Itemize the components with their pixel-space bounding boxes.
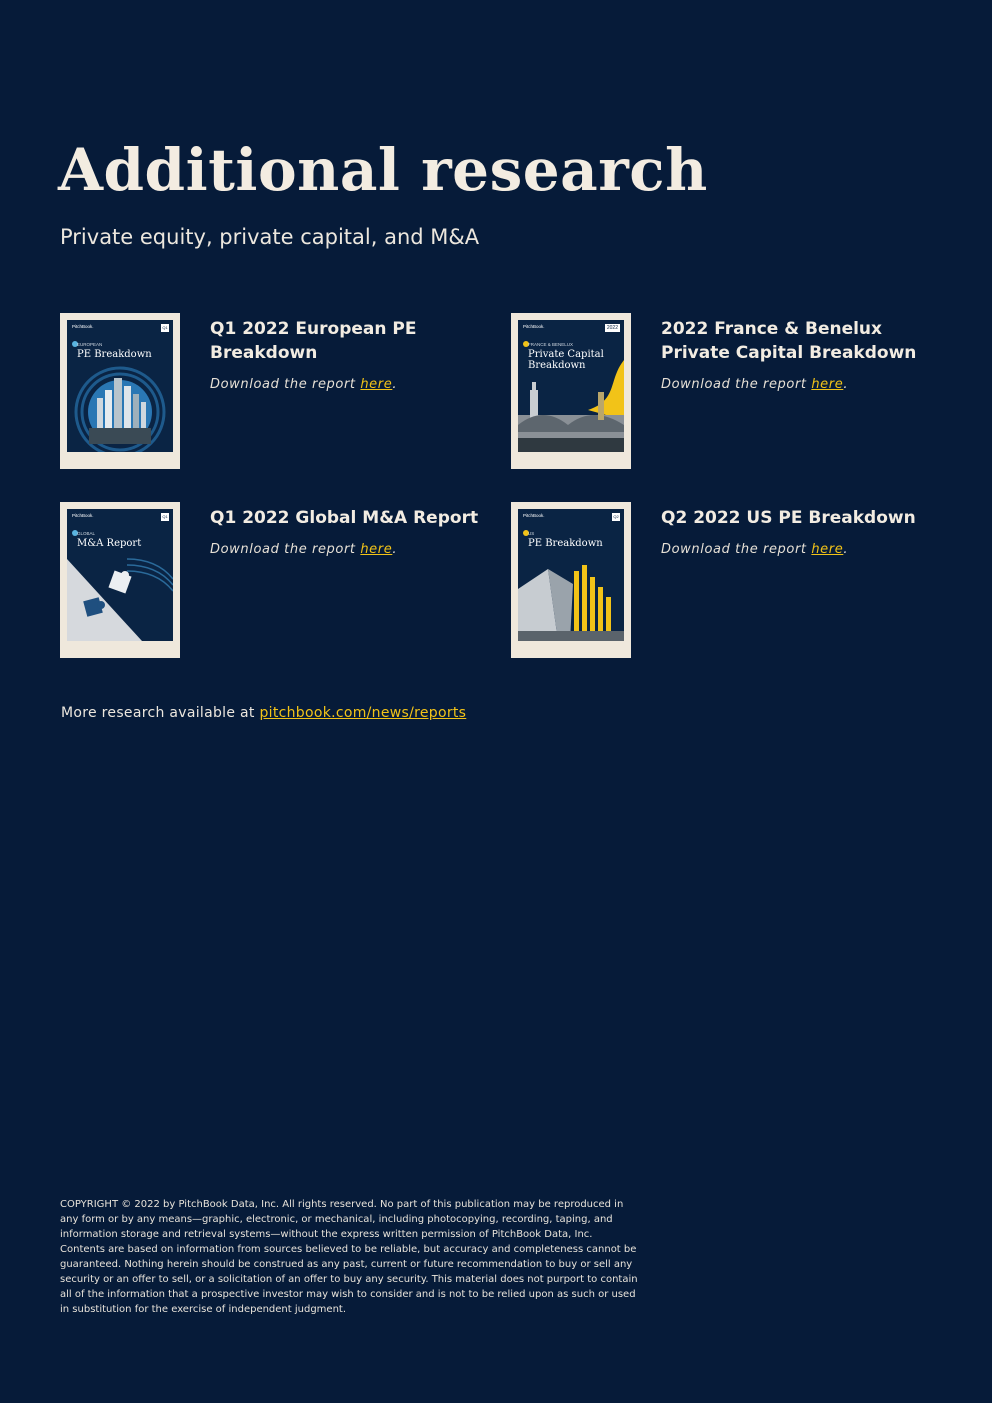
download-line — [210, 377, 397, 392]
report-card-global-ma — [60, 502, 500, 662]
download-prefix: Download the report — [210, 377, 361, 392]
download-suffix: . — [843, 377, 849, 392]
download-suffix: . — [843, 542, 849, 557]
cover-brand: PitchBook. — [523, 513, 545, 518]
cover-badge: Q2 — [613, 514, 619, 519]
more-research-line — [61, 705, 466, 721]
download-line — [661, 377, 848, 392]
report-title: Q1 2022 European PE Breakdown — [210, 319, 417, 363]
report-title: 2022 France & Benelux Private Capital Breakdown — [661, 319, 917, 363]
cover-badge: Q1 — [162, 325, 168, 330]
report-cover-european-pe[interactable] — [60, 313, 180, 469]
page-title: Additional research — [58, 136, 708, 204]
cover-title: Private Capital Breakdown — [528, 349, 604, 371]
cover-art-bridge — [518, 320, 624, 452]
report-card-european-pe — [60, 313, 500, 473]
report-title: Q2 2022 US PE Breakdown — [661, 508, 916, 528]
download-line — [661, 542, 848, 557]
report-card-france-benelux — [511, 313, 951, 473]
copyright-notice: COPYRIGHT © 2022 by PitchBook Data, Inc. All rights reserved. No part of this publication may be reproduced in any form or by any means—graphic, electronic, or mechanical, including photocopying, recording, taping, and information storage and retrieval systems—without the express written permission of PitchBook Data, Inc. Contents are based on information from sources believed to be reliable, but accuracy and completeness cannot be guaranteed. Nothing herein should be construed as any past, current or future recommendation to buy or sell any security or an offer to sell, or a solicitation of an offer to buy any security. This material does not purport to contain all of the information that a prospective investor may wish to consider and is not to be relied upon as such or used in substitution for the exercise of independent judgment. — [60, 1199, 638, 1315]
download-line — [210, 542, 397, 557]
cover-art-building-bars — [518, 509, 624, 641]
download-link[interactable]: here — [360, 542, 393, 557]
cover-kicker: EUROPEAN — [77, 342, 103, 347]
report-cover-france-benelux[interactable] — [511, 313, 631, 469]
more-research-link[interactable]: pitchbook.com/news/reports — [259, 705, 467, 721]
cover-kicker: FRANCE & BENELUX — [528, 342, 574, 347]
more-research-prefix: More research available at — [61, 705, 260, 721]
cover-brand: PitchBook. — [72, 513, 94, 518]
page-subtitle: Private equity, private capital, and M&A — [60, 225, 480, 249]
download-link[interactable]: here — [811, 542, 844, 557]
download-prefix: Download the report — [661, 542, 812, 557]
download-prefix: Download the report — [661, 377, 812, 392]
cover-brand: PitchBook. — [523, 324, 545, 329]
download-suffix: . — [392, 542, 398, 557]
cover-title: PE Breakdown — [528, 538, 603, 549]
cover-art-puzzle — [67, 509, 173, 641]
cover-kicker: US — [528, 531, 535, 536]
cover-title: PE Breakdown — [77, 349, 152, 360]
cover-kicker: GLOBAL — [77, 531, 96, 536]
download-prefix: Download the report — [210, 542, 361, 557]
download-link[interactable]: here — [811, 377, 844, 392]
cover-art-city-skyline — [67, 320, 173, 452]
report-title: Q1 2022 Global M&A Report — [210, 508, 479, 528]
download-suffix: . — [392, 377, 398, 392]
report-cover-us-pe[interactable] — [511, 502, 631, 658]
cover-title: M&A Report — [77, 538, 142, 549]
cover-badge: 2022 — [606, 325, 618, 331]
cover-badge: Q1 — [162, 514, 168, 519]
cover-brand: PitchBook. — [72, 324, 94, 329]
download-link[interactable]: here — [360, 377, 393, 392]
report-cover-global-ma[interactable] — [60, 502, 180, 658]
report-card-us-pe — [511, 502, 951, 662]
